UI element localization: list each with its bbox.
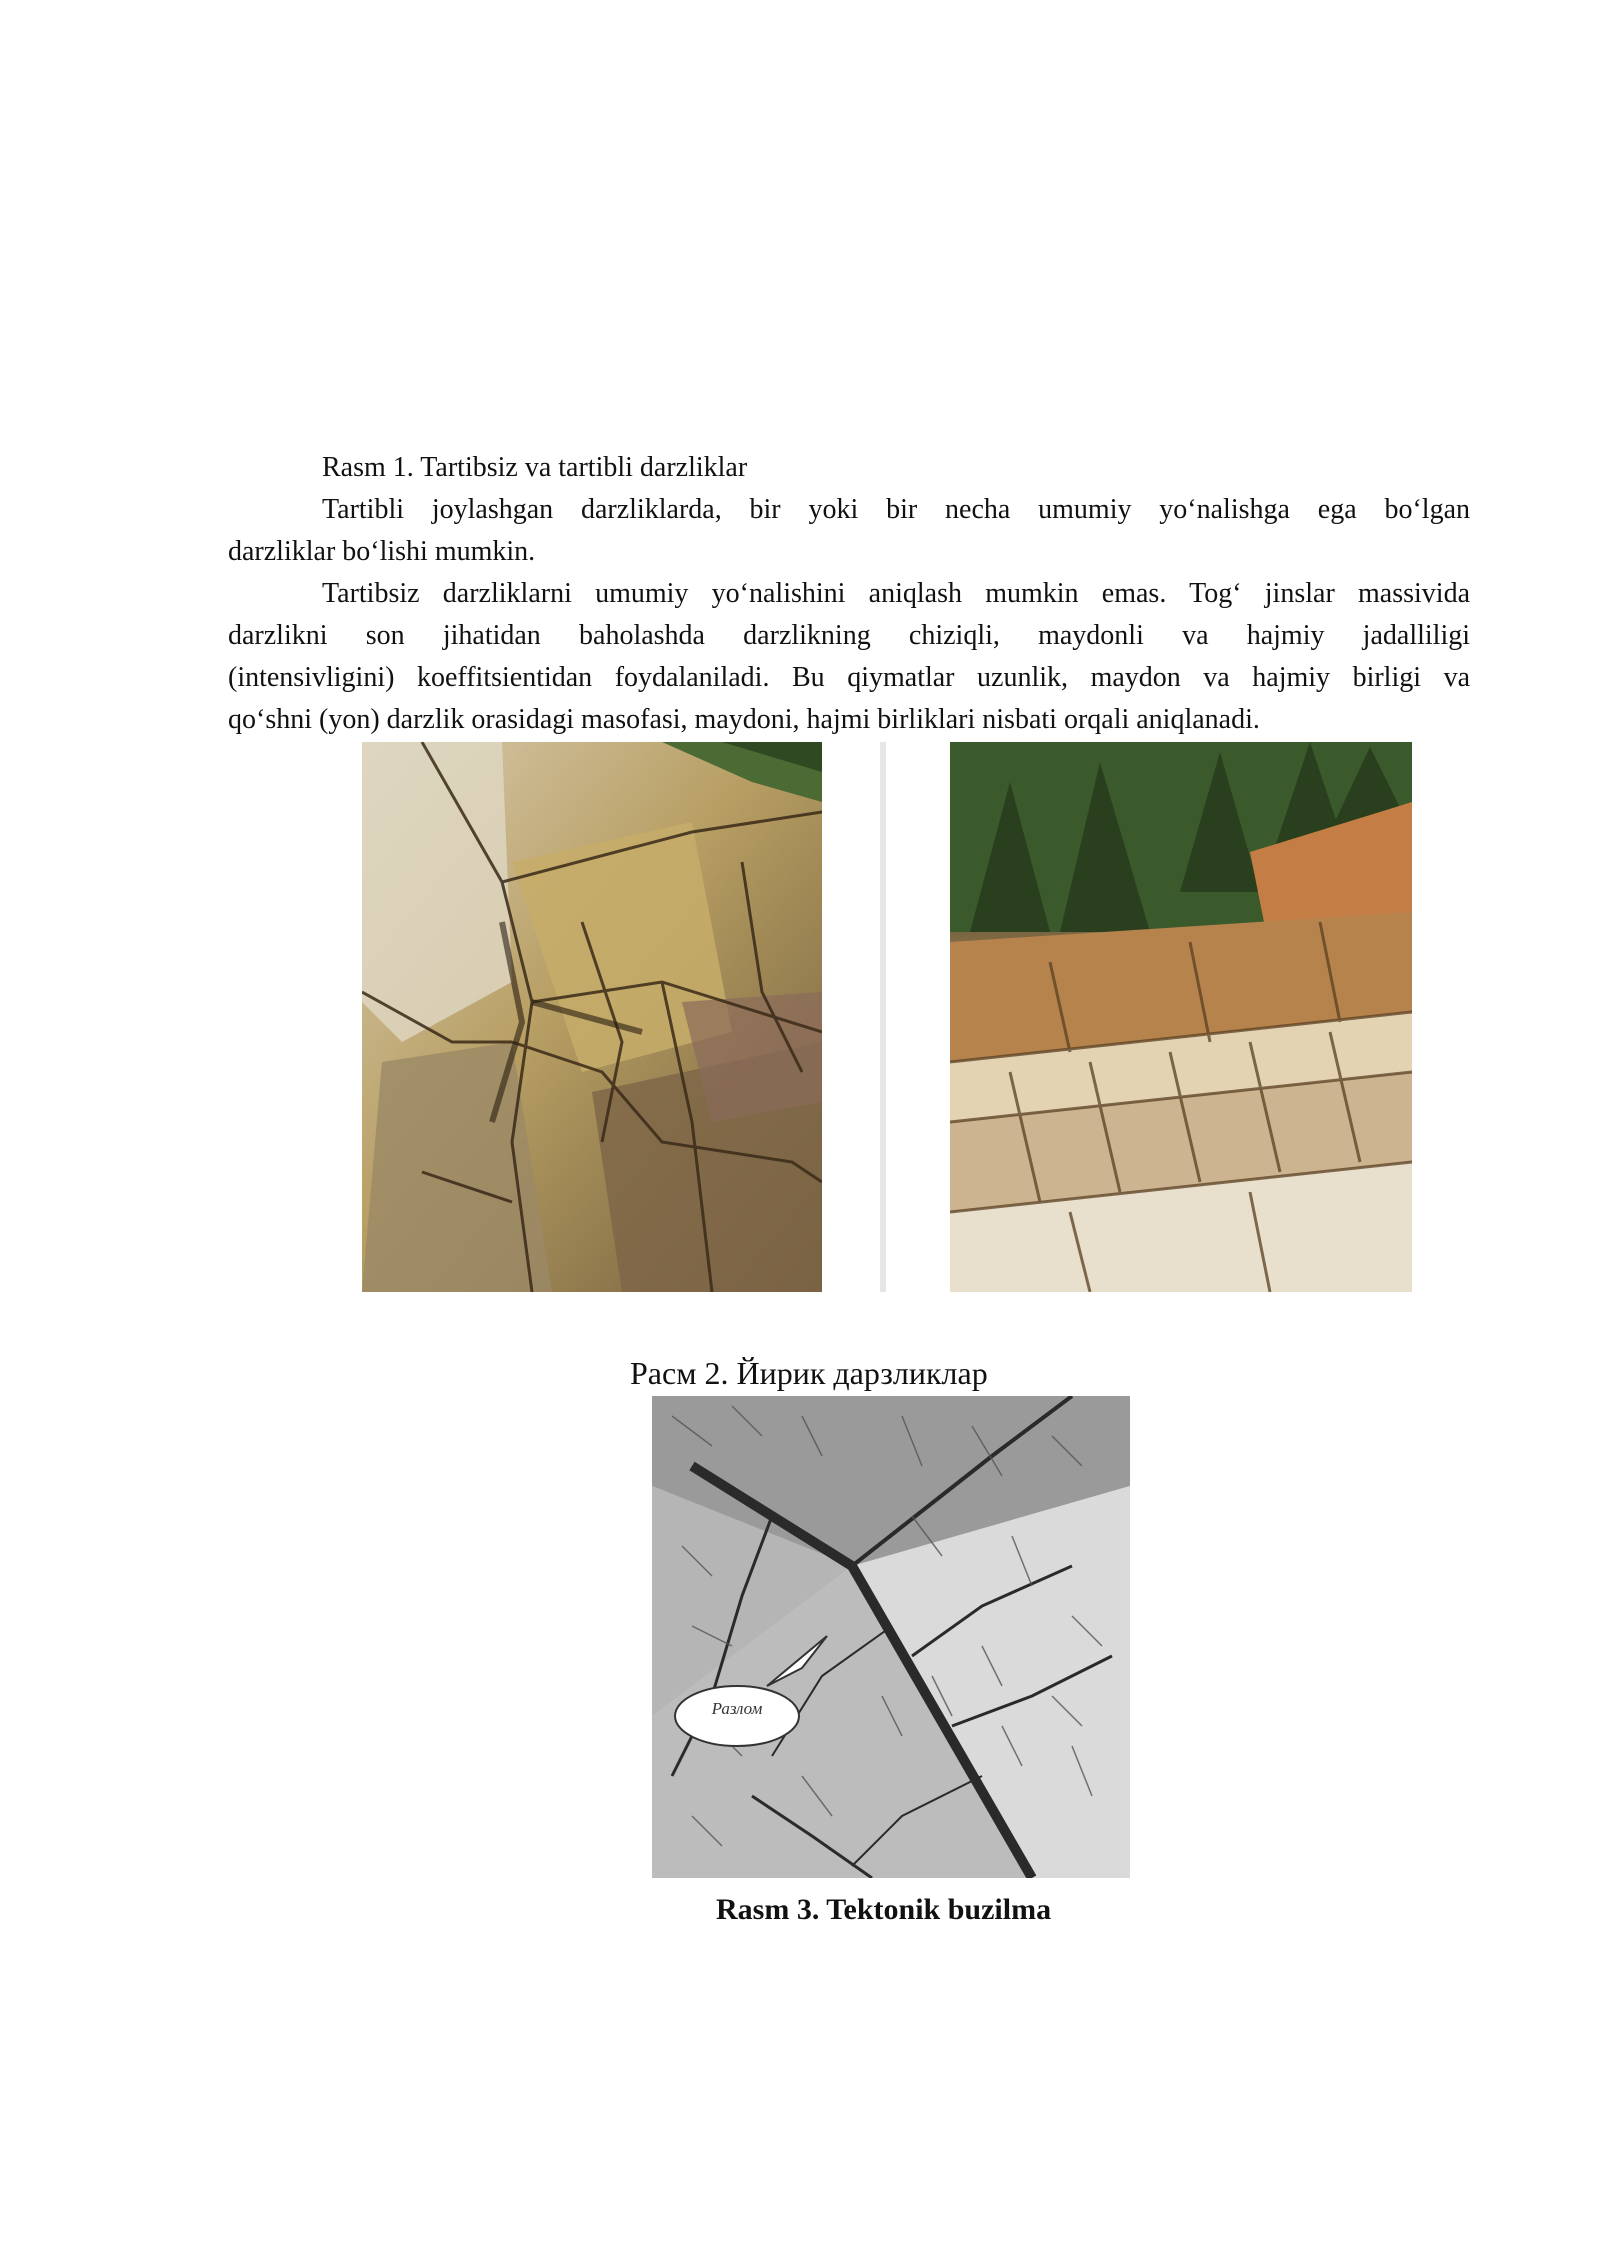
fault-callout-label: Разлом bbox=[711, 1699, 763, 1718]
figure-1-caption: Rasm 1. Tartibsiz va tartibli darzliklar bbox=[322, 452, 748, 483]
paragraph-1-line-1: Tartibli joylashgan darzliklarda, bir yoki bir necha umumiy yo‘nalishga ega bo‘lgan bbox=[322, 494, 1470, 525]
figure-3-caption: Rasm 3. Tektonik buzilma bbox=[716, 1893, 1052, 1926]
paragraph-2-line-1: Tartibsiz darzliklarni umumiy yo‘nalishini aniqlash mumkin emas. Tog‘ jinslar massivida bbox=[322, 578, 1470, 609]
paragraph-1-line-2: darzliklar bo‘lishi mumkin. bbox=[228, 536, 536, 567]
figure-2-caption: Расм 2. Йирик дарзликлар bbox=[630, 1355, 988, 1391]
photo-divider bbox=[880, 742, 886, 1292]
figure-tectonic-fault bbox=[652, 1396, 1130, 1878]
paragraph-2-line-3: (intensivligini) koeffitsientidan foydalaniladi. Bu qiymatlar uzunlik, maydon va hajmiy birligi va bbox=[228, 662, 1470, 693]
photo-regular-fractures bbox=[950, 742, 1412, 1292]
paragraph-2-line-2: darzlikni son jihatidan baholashda darzlikning chiziqli, maydonli va hajmiy jadalliligi bbox=[228, 620, 1470, 651]
photo-irregular-fractures bbox=[362, 742, 822, 1292]
paragraph-2-line-4: qo‘shni (yon) darzlik orasidagi masofasi, maydoni, hajmi birliklari nisbati orqali aniqlanadi. bbox=[228, 704, 1260, 735]
